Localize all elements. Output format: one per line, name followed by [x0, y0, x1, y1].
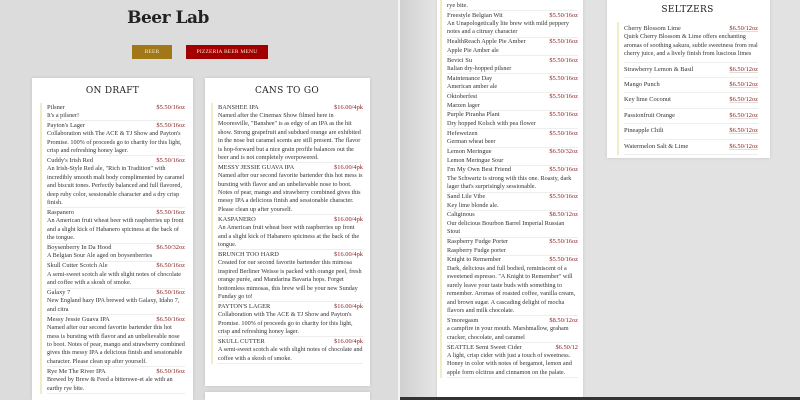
menu-item — [447, 166, 578, 193]
menu-item — [218, 103, 363, 163]
item-price: $5.50/16oz — [549, 111, 578, 119]
item-price: $5.50/16oz — [549, 256, 578, 264]
item-price: $8.50/12oz — [549, 211, 578, 219]
menu-item — [447, 343, 578, 378]
item-name: Purple Piranha Plant — [447, 111, 500, 119]
menu-item — [218, 302, 363, 337]
item-price: $16.00/4pk — [334, 250, 363, 258]
item-name: I'm My Own Best Friend — [447, 166, 511, 174]
item-description: Italian dry-hopped pilsner — [447, 64, 512, 72]
item-name: Raspanero — [47, 208, 74, 216]
menu-item — [447, 193, 578, 211]
item-header — [218, 104, 363, 112]
item-description: Collaboration with The ACE & TJ Show and Payton's Promise. 100% of proceeds go to charity for this light, crisp and refreshing honey lager. — [218, 311, 353, 336]
menu-item — [47, 121, 185, 156]
menu-item — [47, 103, 185, 121]
item-price: $6.50/32oz — [549, 148, 578, 156]
item-header — [447, 256, 578, 264]
item-price: $6.50/16oz — [156, 315, 185, 323]
item-description: Collaboration with The ACE & TJ Show and Payton's Promise. 100% of proceeds go to charity for this light, crisp and refreshing honey lager. — [47, 130, 182, 155]
item-description: Dark, delicious and full bodied, reminiscent of a sweetened espresso. "A Knight to Remember" will surely leave your taste buds with something to remember. Aromas of roasted coffee, vanilla cream, and brown sugar. A cascading delight of mocha flavors and milk chocolate. — [447, 264, 576, 314]
item-description: An Irish-Style Red ale, "Rich in Tradition" with incredibly smooth malt body complimented by caramel and biscuit tones. Perfectly balanced and full flavored, deep ruby color, sessionable character and a dry crisp finish. — [47, 165, 185, 206]
item-name: PAYTON'S LAGER — [218, 302, 271, 310]
page-title: Beer Lab — [127, 8, 209, 28]
item-name: Cuddy's Irish Red — [47, 156, 93, 164]
item-description: Our delicious Bourbon Barrel Imperial Russian Stout — [447, 219, 565, 236]
item-header — [624, 143, 758, 151]
item-header — [218, 303, 363, 311]
menu-item — [447, 238, 578, 256]
item-description: Dry hopped Kolsch with pea flower — [447, 119, 536, 127]
background — [400, 0, 437, 400]
item-price: $5.50/16oz — [549, 238, 578, 246]
item-header — [624, 81, 758, 89]
item-header — [47, 122, 185, 130]
item-name: Skull Cutter Scotch Ale — [47, 262, 108, 270]
item-description: Apple Pie Amber ale — [447, 46, 499, 54]
item-name: KASPANERO — [218, 215, 256, 223]
item-price: $5.50/16oz — [549, 129, 578, 137]
item-price: $16.00/4pk — [334, 163, 363, 171]
section-title: CANS TO GO — [254, 86, 320, 96]
item-price: $5.50/16oz — [549, 38, 578, 46]
item-header — [47, 157, 185, 165]
item-price: $8.50/12oz — [549, 316, 578, 324]
item-name: Passionfruit Orange — [624, 111, 675, 119]
item-description: Brewed by Brew & Feed a bitterswe-et ale with an earthy rye bite. — [47, 376, 173, 392]
menu-list — [211, 103, 363, 364]
item-header — [218, 216, 363, 224]
menu-item — [47, 262, 185, 289]
item-description: An Unapologetically lite brew with mild peppery notes and a citrusy character — [447, 19, 570, 36]
menu-item — [218, 250, 363, 302]
item-description: The Schwartz is strong with this one. Roasty, dark lager that's surprisingly sessionable. — [447, 174, 572, 191]
item-description: Named after our second favorite bartender this hot mess is bursting with flavor and an unbelievable nose to boot. Notes of pear, mango and strawberry combined gives this messy IPA a delicious finish and sessionable character. Please clean up after yourself. — [218, 172, 363, 213]
item-description: Raspberry Fudge porter — [447, 246, 506, 254]
item-price: $5.50/16oz — [549, 93, 578, 101]
menu-item — [447, 11, 578, 38]
item-header — [447, 130, 578, 138]
item-description: Lemon Meringue Sour — [447, 156, 504, 164]
item-description: Quirk Cherry Blossom & Lime offers enchanting aromas of soothing sakura, subtle sweetness from real cherry juice, and a lively finish from luscious limes — [624, 33, 758, 58]
on-draft-card-continued — [437, 0, 583, 400]
item-price: $6.50/16oz — [156, 367, 185, 375]
item-header — [447, 111, 578, 119]
item-description: An American fruit wheat beer with raspberries up front and a slight kick of Habanero spiciness at the back of the tongue. — [218, 224, 360, 248]
item-price: $6.50/12oz — [729, 96, 758, 104]
item-name: S'moregasm — [447, 316, 479, 324]
item-price: $5.50/16oz — [156, 156, 185, 164]
item-header — [47, 104, 185, 112]
item-header — [47, 262, 185, 270]
item-name: Hefeweizen — [447, 129, 478, 137]
menu-item — [47, 208, 185, 243]
item-name: HealthReach Apple Pie Amber — [447, 38, 526, 46]
nav-pizzeria-button[interactable]: PIZZERIA BEER MENU — [186, 45, 268, 59]
item-header — [218, 338, 363, 346]
item-header — [447, 38, 578, 46]
item-name: Pineapple Chili — [624, 127, 664, 135]
item-name: Cherry Blossom Lime — [624, 25, 681, 32]
item-header — [624, 112, 758, 120]
menu-item — [447, 111, 578, 129]
item-name: BANSHEE IPA — [218, 103, 259, 111]
item-name: MESSY JESSIE GUAVA IPA — [218, 163, 295, 171]
cans-card — [205, 78, 370, 386]
menu-item — [447, 211, 578, 238]
item-description: American amber ale — [447, 83, 498, 91]
menu-item — [47, 289, 185, 316]
menu-item — [624, 63, 758, 78]
item-header — [447, 344, 578, 352]
item-name: Strawberry Lemon & Basil — [624, 65, 694, 73]
item-name: Freestyle Belgian Wit — [447, 11, 503, 19]
menu-item — [447, 93, 578, 111]
item-name: Payton's Lager — [47, 121, 85, 129]
menu-item — [218, 337, 363, 364]
item-name: Lemon Meringue — [447, 148, 492, 156]
item-name: Watermelon Salt & Lime — [624, 142, 689, 150]
item-description: A semi-sweet scotch ale with slight notes of chocolate and coffee with a skosh of smoke. — [47, 270, 182, 287]
item-header — [447, 148, 578, 156]
item-description: Named after the Cinemax Show filmed here in Mooresville, "Banshee" is as edgy of an IPA as the hit show. Strong grapefruit and subdued orange are exhibited in the nose but caramel scents are still present. The flavor is hop-forward but a nice grain profile balances out the beer and is not completely overpowered. — [218, 111, 361, 161]
item-header — [47, 209, 185, 217]
item-price: $6.50/12 — [555, 343, 578, 351]
item-header — [47, 316, 185, 324]
section-title: ON DRAFT — [85, 86, 140, 96]
menu-item — [624, 78, 758, 93]
item-price: $5.50/16oz — [156, 208, 185, 216]
next-card — [205, 392, 370, 400]
menu-item — [624, 22, 758, 63]
item-description: It's a pilsner! — [47, 111, 80, 119]
menu-item — [47, 156, 185, 208]
item-name: Raspberry Fudge Porter — [447, 238, 509, 246]
item-description: rye bite. — [447, 0, 578, 11]
item-header — [624, 66, 758, 74]
item-name: Pilsner — [47, 103, 65, 111]
menu-item — [624, 124, 758, 139]
menu-item — [47, 315, 185, 367]
item-header — [47, 289, 185, 297]
item-name: Key lime Coconut — [624, 96, 671, 104]
item-price: $6.50/12oz — [729, 111, 758, 119]
item-price: $5.50/16oz — [549, 11, 578, 19]
item-price: $6.50/12oz — [729, 127, 758, 135]
left-screen — [0, 0, 398, 400]
item-price: $5.50/16oz — [549, 56, 578, 64]
item-header — [447, 238, 578, 246]
item-header — [624, 96, 758, 104]
item-price: $5.50/16oz — [549, 74, 578, 82]
menu-item — [47, 367, 185, 394]
menu-list — [40, 103, 185, 394]
item-price: $6.50/16oz — [156, 289, 185, 297]
item-header — [218, 251, 363, 259]
item-name: SKULL CUTTER — [218, 337, 265, 345]
menu-item — [218, 215, 363, 250]
menu-item — [447, 56, 578, 74]
item-name: Knight to Remember — [447, 256, 501, 264]
menu-item — [447, 74, 578, 92]
item-header — [624, 25, 758, 33]
item-description: a campfire in your mouth. Marshmallow, graham cracker, chocolate, and caramel — [447, 325, 569, 341]
item-description: A light, crisp cider with just a touch of sweetness. Honey in color with notes of bergamot, lemon and apple form olcitrus and cinnamon on the palate. — [447, 351, 572, 376]
menu-item — [624, 93, 758, 108]
item-description: Marzen lager — [447, 101, 480, 109]
item-price: $16.00/4pk — [334, 103, 363, 111]
section-title: SELTZERS — [661, 5, 714, 15]
menu-list — [617, 22, 758, 155]
item-price: $5.50/16oz — [549, 193, 578, 201]
item-price: $6.50/32oz — [156, 244, 185, 251]
item-name: Maintenance Day — [447, 74, 493, 82]
menu-item — [447, 256, 578, 316]
item-name: Caliginous — [447, 211, 475, 219]
item-price: $16.00/4pk — [334, 215, 363, 223]
menu-item — [624, 109, 758, 124]
item-header — [447, 12, 578, 20]
item-description: New England hazy IPA brewed with Galaxy, Idaho 7, and citra — [47, 297, 180, 313]
item-header — [447, 93, 578, 101]
item-description: Created for our second favorite bartender this mimosa inspired Berliner Weisse is packed with orange peel, fresh orange purée, and Mandarina Bavaria hops. Forget bottomless mimosas, this brew will be your new Sunday Funday go to! — [218, 259, 362, 300]
right-screen — [400, 0, 800, 400]
item-price: $6.50/12oz — [729, 65, 758, 73]
item-name: Messy Jessie Guava IPA — [47, 315, 110, 323]
item-header — [447, 57, 578, 65]
menu-item — [447, 38, 578, 56]
item-price: $6.50/12oz — [729, 25, 758, 32]
menu-item — [47, 244, 185, 262]
on-draft-card — [32, 78, 193, 400]
item-name: Oktoberfest — [447, 93, 478, 101]
item-name: SEATTLE Semi Sweet Cider — [447, 343, 522, 351]
item-header — [447, 211, 578, 219]
item-price: $6.50/16oz — [156, 262, 185, 270]
item-name: Galaxy 7 — [47, 289, 71, 297]
item-name: Bevici Su — [447, 56, 473, 64]
item-name: Boysenberry In Da Hood — [47, 244, 112, 251]
item-description: A semi-sweet scotch ale with slight notes of chocolate and coffee with a skosh of smoke. — [218, 346, 363, 362]
item-header — [447, 317, 578, 325]
item-description: Named after our second favorite bartender this hot mess is bursting with flavor and an unbelievable nose to boot. Notes of pear, mango and strawberry combined gives this messy IPA a delicious finish and sessionable character. Please clean up after yourself. — [47, 324, 185, 365]
item-header — [47, 368, 185, 376]
item-description: German wheat beer — [447, 138, 496, 146]
item-description: A Belgian Sour Ale aged on boysenberries — [47, 252, 153, 260]
item-header — [47, 244, 185, 252]
item-price: $6.50/12oz — [729, 81, 758, 89]
item-description: Key lime blonde ale. — [447, 201, 499, 209]
menu-item — [447, 129, 578, 147]
item-price: $16.00/4pk — [334, 302, 363, 310]
menu-item — [447, 316, 578, 343]
item-price: $5.50/16oz — [156, 121, 185, 129]
menu-item — [447, 148, 578, 166]
menu-item — [624, 140, 758, 155]
item-price: $6.50/12oz — [729, 142, 758, 150]
menu-list — [440, 0, 578, 378]
item-price: $5.50/16oz — [156, 103, 185, 111]
item-name: Rye Me The River IPA — [47, 367, 106, 375]
item-price: $16.00/4pk — [334, 337, 363, 345]
item-header — [447, 75, 578, 83]
item-header — [624, 127, 758, 135]
seltzers-card — [607, 0, 770, 158]
menu-item — [218, 163, 363, 215]
item-header — [447, 166, 578, 174]
item-name: Mango Punch — [624, 81, 660, 89]
item-price: $5.50/16oz — [549, 166, 578, 174]
item-name: Sand Lile Vibe — [447, 193, 486, 201]
item-description: An American fruit wheat beer with raspberries up front and a slight kick of Habanero spiciness at the back of the tongue. — [47, 217, 184, 242]
item-header — [218, 164, 363, 172]
item-header — [447, 193, 578, 201]
nav-beer-button[interactable]: BEER — [132, 45, 172, 59]
item-name: BRUNCH TOO HARD — [218, 250, 279, 258]
